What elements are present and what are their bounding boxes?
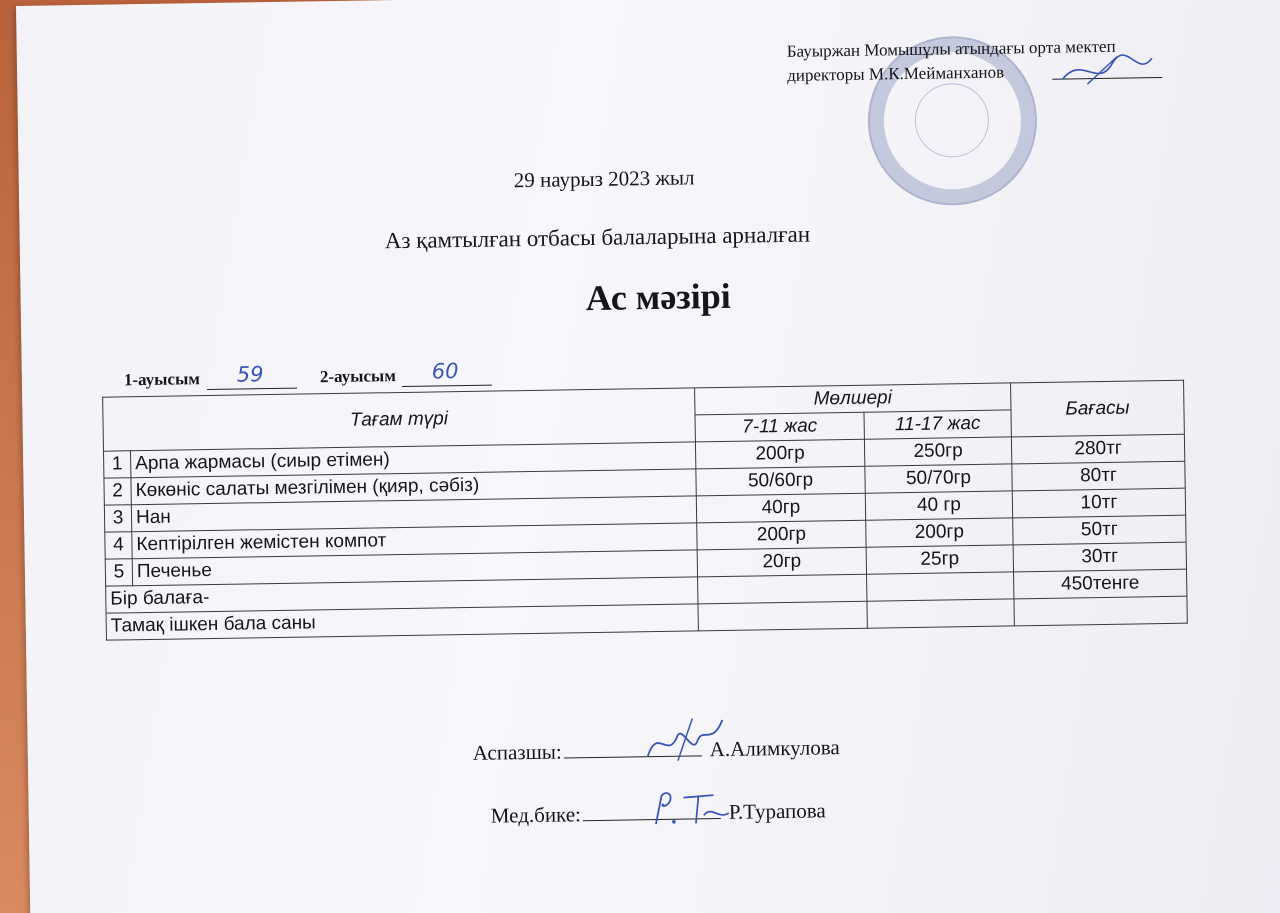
director-signature — [1057, 48, 1158, 90]
row-amount-7-11: 200гр — [697, 520, 866, 550]
row-number: 4 — [105, 532, 132, 559]
school-name-line: Бауыржан Момышұлы атындағы орта мектеп — [786, 36, 1116, 61]
document-title: Ас мәзірі — [585, 275, 732, 319]
shift1-label: 1-ауысым — [123, 369, 200, 390]
row-amount-7-11: 50/60гр — [696, 466, 865, 496]
header-food-type: Тағам түрі — [103, 388, 696, 451]
header-age-11-17: 11-17 жас — [864, 410, 1011, 439]
row-price: 30тг — [1013, 542, 1186, 572]
document-date: 29 наурыз 2023 жыл — [513, 165, 695, 193]
row-amount-7-11: 20гр — [697, 547, 866, 577]
shift1-underline — [207, 388, 297, 390]
shift2-underline — [402, 385, 492, 387]
row-number: 3 — [104, 505, 131, 532]
row-amount-7-11: 40гр — [696, 493, 865, 523]
row-amount-11-17: 200гр — [866, 518, 1013, 547]
nurse-name: Р.Турапова — [728, 798, 826, 824]
shift2-value: 60 — [431, 359, 459, 384]
children-count-empty-price — [1014, 596, 1187, 626]
document-subtitle: Аз қамтылған отбасы балаларына арналған — [384, 221, 811, 254]
row-amount-7-11: 200гр — [695, 439, 864, 469]
row-price: 50тг — [1013, 515, 1186, 545]
document-sheet — [16, 0, 1280, 913]
row-amount-11-17: 25гр — [866, 545, 1013, 574]
row-amount-11-17: 50/70гр — [865, 464, 1012, 493]
per-child-empty-a — [698, 574, 867, 604]
per-child-label: Бір балаға- — [106, 577, 698, 613]
row-price: 280тг — [1011, 434, 1184, 464]
table-header-row — [103, 380, 1184, 424]
shift1-value: 59 — [236, 362, 264, 387]
per-child-empty-b — [867, 572, 1014, 601]
per-child-total: 450тенге — [1014, 569, 1187, 599]
row-amount-11-17: 250гр — [864, 437, 1011, 466]
director-line: директоры М.К.Мейманханов — [787, 62, 1005, 85]
row-price: 80тг — [1012, 461, 1185, 491]
children-count-label: Тамақ ішкен бала саны — [106, 604, 698, 640]
menu-table — [102, 380, 1188, 641]
row-number: 5 — [105, 559, 132, 586]
children-count-empty-b — [867, 599, 1014, 628]
row-amount-11-17: 40 гр — [865, 491, 1012, 520]
row-food-name: Көкөніс салаты мезгілімен (қияр, сәбіз) — [131, 469, 696, 505]
header-price: Бағасы — [1011, 380, 1185, 437]
row-food-name: Кептірілген жемістен компот — [132, 523, 697, 559]
nurse-label: Мед.бике: — [490, 802, 582, 828]
row-food-name: Печенье — [132, 550, 697, 586]
row-number: 1 — [104, 451, 131, 478]
nurse-signature — [643, 785, 739, 831]
header-amount: Мөлшері — [695, 383, 1011, 415]
row-food-name: Нан — [131, 496, 696, 532]
row-food-name: Арпа жармасы (сиыр етімен) — [131, 442, 696, 478]
cook-name: А.Алимкулова — [709, 735, 840, 762]
cook-signature — [637, 715, 728, 766]
children-count-empty-a — [698, 601, 867, 631]
shift2-label: 2-ауысым — [319, 366, 396, 387]
row-number: 2 — [104, 478, 131, 505]
school-seal-stamp — [867, 35, 1039, 207]
cook-label: Аспазшы: — [472, 739, 562, 765]
row-price: 10тг — [1012, 488, 1185, 518]
header-age-7-11: 7-11 жас — [695, 412, 864, 442]
